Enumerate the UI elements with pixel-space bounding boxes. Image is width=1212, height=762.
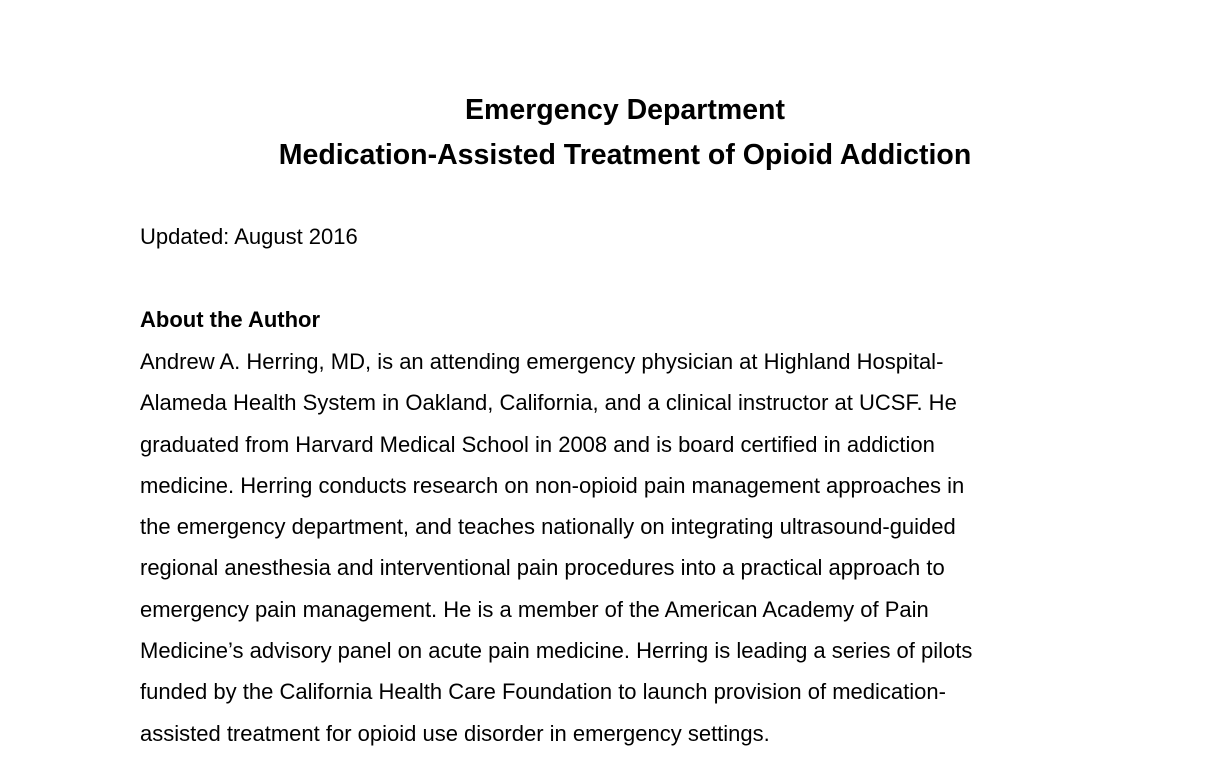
updated-date: Updated: August 2016 — [140, 224, 358, 249]
section-heading: About the Author — [140, 307, 321, 332]
bio-line: emergency pain management. He is a member of the American Academy of Pain — [140, 596, 929, 622]
bio-line: Medicine’s advisory panel on acute pain medicine. Herring is leading a series of pilots — [140, 638, 973, 664]
author-bio — [140, 341, 1140, 754]
bio-line: the emergency department, and teaches nationally on integrating ultrasound-guided — [140, 514, 956, 540]
bio-line: Alameda Health System in Oakland, California, and a clinical instructor at UCSF. He — [140, 390, 957, 416]
title-line: Medication-Assisted Treatment of Opioid Addiction — [278, 139, 972, 171]
bio-line: graduated from Harvard Medical School in 2008 and is board certified in addiction — [140, 431, 935, 457]
bio-line: assisted treatment for opioid use disorder in emergency settings. — [140, 720, 770, 746]
document-title — [0, 88, 1212, 178]
bio-line: funded by the California Health Care Foundation to launch provision of medication- — [140, 679, 946, 705]
bio-line: Andrew A. Herring, MD, is an attending emergency physician at Highland Hospital- — [140, 349, 944, 374]
title-line: Emergency Department — [465, 94, 785, 126]
bio-line: regional anesthesia and interventional pain procedures into a practical approach to — [140, 555, 945, 581]
bio-line: medicine. Herring conducts research on non-opioid pain management approaches in — [140, 472, 965, 498]
